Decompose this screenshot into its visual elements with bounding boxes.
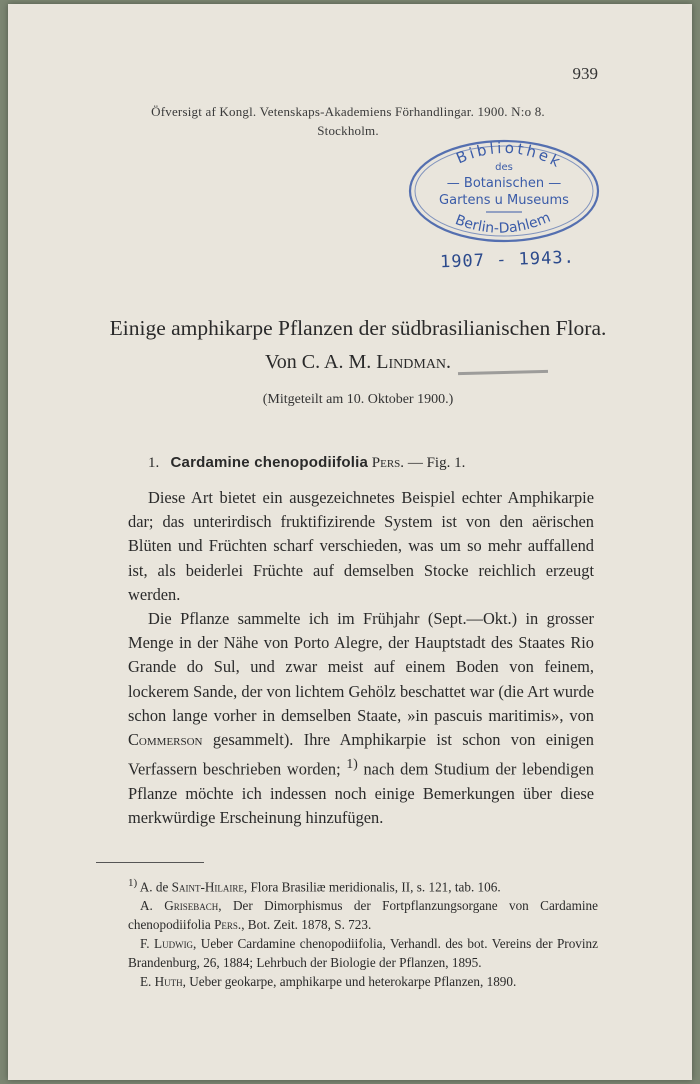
- species-name: Cardamine chenopodiifolia: [170, 454, 369, 471]
- journal-line: Öfversigt af Kongl. Vetenskaps-Akademiens Förhandlingar. 1900. N:o 8.: [151, 104, 545, 119]
- commerson-name: Commerson: [128, 730, 203, 750]
- journal-place: Stockholm.: [317, 123, 379, 138]
- footnote-2-pers: Pers.,: [214, 917, 245, 933]
- footnote-1: [128, 874, 598, 896]
- paragraph-2-part-c: nach dem Studium der lebendigen Pflanze möchte ich indessen noch einige Bemerkungen über diese merkwürdige Erscheinung hinzufügen.: [128, 759, 594, 828]
- page-number: 939: [572, 64, 598, 83]
- footnote-3-prefix: F.: [140, 936, 150, 952]
- handwritten-note: 1907 - 1943.: [439, 247, 576, 273]
- figure-ref: — Fig. 1.: [407, 455, 466, 471]
- section-number: 1.: [148, 455, 160, 471]
- stamp-line3: — Botanischen —: [446, 176, 562, 191]
- paragraph-2-part-a: Die Pflanze sammelte ich im Frühjahr (Sept.—Okt.) in grosser Menge in der Nähe von Porto Alegre, der Hauptstadt des Staates Rio Grande do Sul, und zwar meist auf einem Boden von feinem, lockerem Sande, der von lichtem Gehölz beschattet war (die Art wurde schon lange vorher in demselben Staate, »in pascuis maritimis», von: [128, 609, 594, 725]
- footnote-2: [128, 896, 598, 934]
- journal-header: [68, 102, 628, 140]
- section-heading: [148, 454, 668, 472]
- footnote-marker: 1): [128, 877, 138, 889]
- footnote-4-author: Huth,: [154, 974, 186, 990]
- body-text: [128, 486, 594, 830]
- footnote-3-author: Ludwig,: [154, 936, 197, 952]
- paragraph-2: [128, 607, 594, 830]
- stamp-line1: Bibliothek: [453, 138, 566, 173]
- species-authority: Pers.: [371, 455, 405, 471]
- author-prefix: Von C. A. M.: [264, 351, 372, 373]
- footnote-rule: [96, 862, 204, 863]
- library-stamp: [406, 136, 602, 246]
- footnotes: [128, 874, 598, 991]
- footnote-4-prefix: E.: [140, 974, 152, 990]
- footnote-2-text: Der Dimorphismus der Fortpflanzungsorgane von Cardamine chenopodiifolia: [128, 898, 599, 933]
- footnote-4-text: Ueber geokarpe, amphikarpe und heterokarpe Pflanzen, 1890.: [189, 974, 517, 990]
- stamp-line5: Berlin-Dahlem: [452, 209, 553, 237]
- footnote-ref: 1): [346, 756, 358, 772]
- communicated-date: (Mitgeteilt am 10. Oktober 1900.): [262, 392, 454, 407]
- footnote-1-text: Flora Brasiliæ meridionalis, II, s. 121, tab. 106.: [250, 879, 501, 895]
- footnote-2-prefix: A.: [140, 898, 153, 914]
- footnote-2-source: Bot. Zeit. 1878, S. 723.: [247, 917, 372, 933]
- paragraph-1: Diese Art bietet ein ausgezeichnetes Beispiel echter Amphikarpie dar; das unterirdisch fruktifizirende System ist von den aërischen Blüten und Früchten scharf verschieden, was um so mehr auffallend ist, als beiderlei Früchte auf demselben Stocke reichlich erzeugt werden.: [128, 488, 594, 604]
- stamp-line2: des: [495, 162, 513, 173]
- footnote-4: [128, 972, 598, 991]
- author-name: Lindman.: [376, 351, 452, 373]
- footnote-2-author: Grisebach,: [164, 898, 222, 914]
- footnote-1-author: Saint-Hilaire,: [171, 879, 248, 895]
- article-title: Einige amphikarpe Pflanzen der südbrasilianischen Flora.: [109, 316, 607, 340]
- footnote-3-text: Ueber Cardamine chenopodiifolia, Verhandl. des bot. Vereins der Provinz Brandenburg, 26, 1884; Lehrbuch der Biologie der Pflanzen, 1895.: [128, 936, 598, 971]
- article-author: [48, 351, 668, 374]
- paragraph-2-part-b: gesammelt). Ihre Amphikarpie ist schon von einigen Verfassern beschrieben worden;: [128, 730, 594, 779]
- stamp-line4: Gartens u Museums: [439, 193, 569, 208]
- paper-page: [8, 4, 692, 1080]
- footnote-1-prefix: A. de: [139, 879, 169, 895]
- footnote-3: [128, 934, 598, 972]
